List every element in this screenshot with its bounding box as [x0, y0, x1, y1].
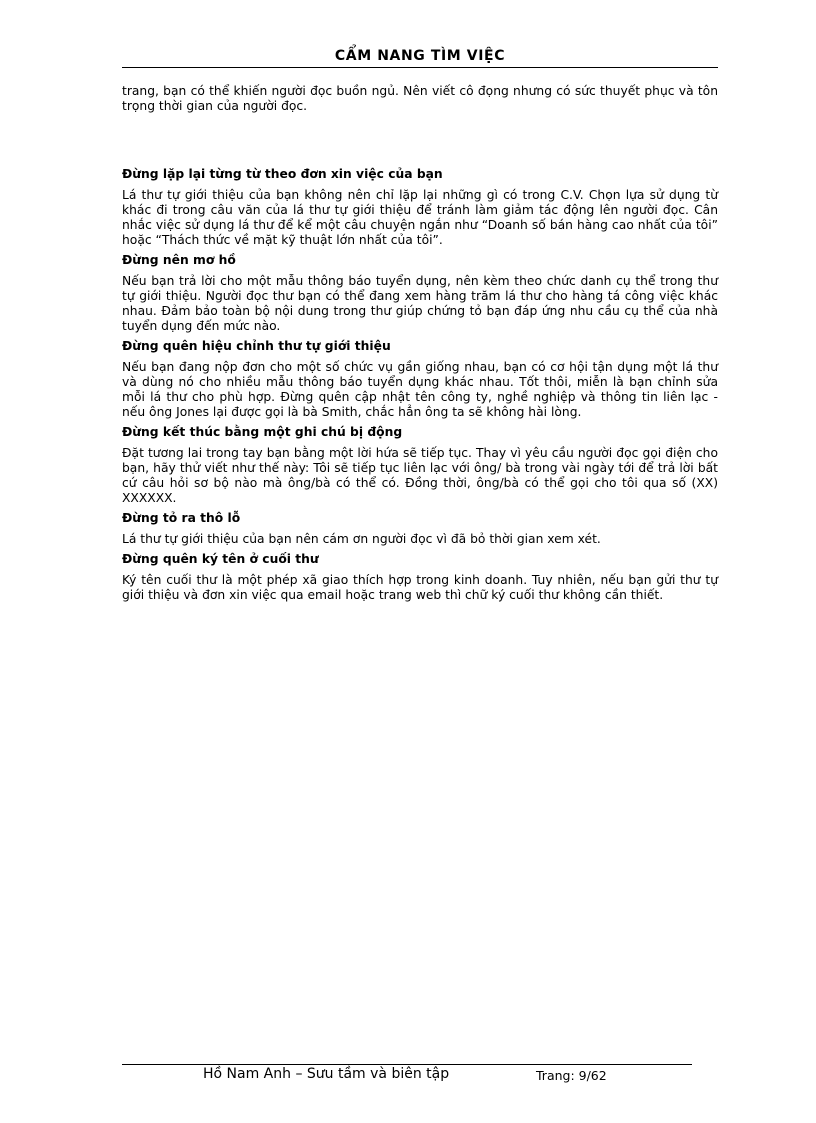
section-heading: Đừng quên hiệu chỉnh thư tự giới thiệu	[122, 339, 391, 353]
document-body	[122, 84, 718, 603]
section-body: Lá thư tự giới thiệu của bạn không nên chỉ lặp lại những gì có trong C.V. Chọn lựa sử dụng từ khác đi trong câu văn của lá thư tự giới thiệu để tránh làm giảm tác động lên người đọc. Cân nhắc việc sử dụng lá thư để kể một câu chuyện ngắn như “Doanh số bán hàng cao nhất của tôi” hoặc “Thách thức về mặt kỹ thuật lớn nhất của tôi”.	[122, 188, 718, 247]
section-heading: Đừng quên ký tên ở cuối thư	[122, 552, 319, 566]
section-not-vague	[122, 252, 718, 334]
footer-author: Hồ Nam Anh – Sưu tầm và biên tập	[203, 1066, 450, 1082]
section-sign-letter	[122, 551, 718, 603]
header-divider	[122, 67, 718, 68]
footer-divider	[122, 1064, 692, 1065]
section-body: Nếu bạn đang nộp đơn cho một số chức vụ gần giống nhau, bạn có cơ hội tận dụng một lá thư và dùng nó cho nhiều mẫu thông báo tuyển dụng khác nhau. Tốt thôi, miễn là bạn chỉnh sửa mỗi lá thư cho phù hợp. Đừng quên cập nhật tên công ty, nghề nghiệp và thông tin liên lạc - nếu ông Jones lại được gọi là bà Smith, chắc hẳn ông ta sẽ không hài lòng.	[122, 360, 718, 419]
section-body: Lá thư tự giới thiệu của bạn nên cám ơn người đọc vì đã bỏ thời gian xem xét.	[122, 532, 601, 546]
section-heading: Đừng lặp lại từng từ theo đơn xin việc của bạn	[122, 167, 443, 181]
section-no-passive-ending	[122, 424, 718, 506]
section-heading: Đừng tỏ ra thô lỗ	[122, 511, 241, 525]
section-body: Nếu bạn trả lời cho một mẫu thông báo tuyển dụng, nên kèm theo chức danh cụ thể trong thư tự giới thiệu. Người đọc thư bạn có thể đang xem hàng trăm lá thư cho hàng tá công việc khác nhau. Đảm bảo toàn bộ nội dung trong thư giúp chứng tỏ bạn đáp ứng nhu cầu cụ thể của nhà tuyển dụng đến mức nào.	[122, 274, 718, 333]
section-heading: Đừng nên mơ hồ	[122, 253, 236, 267]
intro-paragraph: trang, bạn có thể khiến người đọc buồn ngủ. Nên viết cô đọng nhưng có sức thuyết phục và tôn trọng thời gian của người đọc.	[122, 84, 718, 113]
section-body: Ký tên cuối thư là một phép xã giao thích hợp trong kinh doanh. Tuy nhiên, nếu bạn gửi thư tự giới thiệu và đơn xin việc qua email hoặc trang web thì chữ ký cuối thư không cần thiết.	[122, 573, 718, 602]
section-heading: Đừng kết thúc bằng một ghi chú bị động	[122, 425, 403, 439]
section-no-repeat	[122, 166, 718, 248]
footer-page-number: Trang: 9/62	[536, 1068, 607, 1083]
page-header-title: CẨM NANG TÌM VIỆC	[334, 48, 506, 64]
section-customize-letter	[122, 338, 718, 420]
section-body: Đặt tương lai trong tay bạn bằng một lời hứa sẽ tiếp tục. Thay vì yêu cầu người đọc gọi điện cho bạn, hãy thử viết như thế này: Tôi sẽ tiếp tục liên lạc với ông/ bà trong vài ngày tới để trả lời bất cứ câu hỏi sơ bộ nào mà ông/bà có thể có. Đồng thời, ông/bà có thể gọi cho tôi qua số (XX) XXXXXX.	[122, 446, 718, 505]
section-not-rude	[122, 510, 718, 547]
